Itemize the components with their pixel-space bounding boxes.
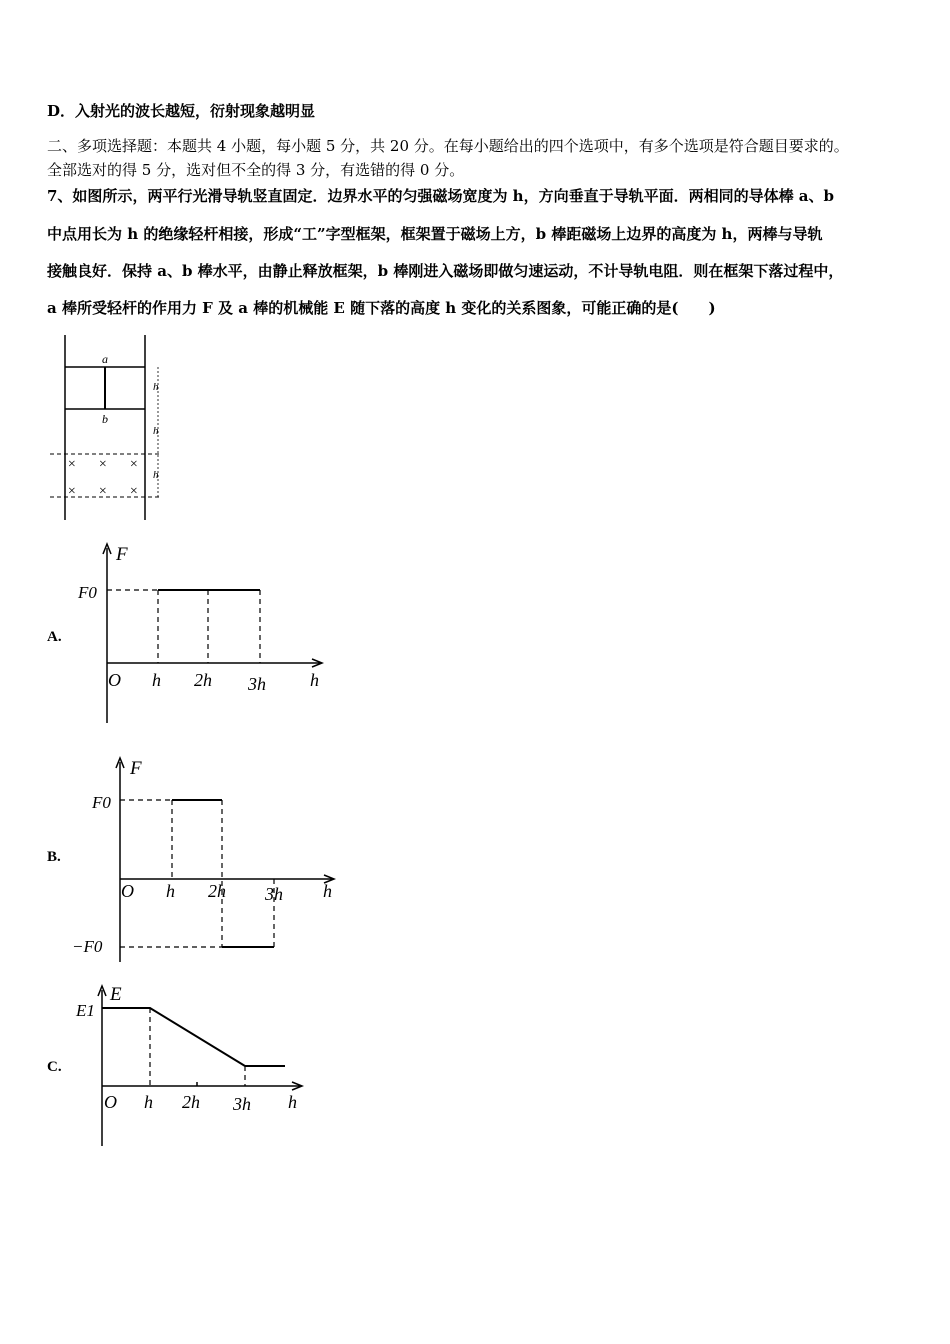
option-b-label: B.: [47, 849, 61, 865]
option-b-graph: [70, 752, 350, 967]
origin-label: O: [104, 1092, 117, 1112]
option-a-graph: [70, 538, 340, 728]
tick-3h: 3h: [233, 1094, 251, 1114]
x-axis-label: h: [323, 881, 332, 901]
y-axis-label: F: [130, 758, 142, 779]
tick-3h: 3h: [265, 884, 283, 904]
question-7-line-3: 接触良好．保持 a、b 棒水平，由静止释放框架，b 棒刚进入磁场即做匀速运动，不计导轨电阻．则在框架下落过程中，: [47, 262, 844, 280]
field-cross: ×: [67, 457, 77, 472]
field-cross: ×: [98, 457, 108, 472]
level-label: F0: [78, 583, 97, 602]
tick-h: h: [144, 1092, 153, 1112]
label-h: h: [153, 425, 159, 437]
question-7-line-1: 7、如图所示，两平行光滑导轨竖直固定．边界水平的匀强磁场宽度为 h，方向垂直于导轨平面．两相同的导体棒 a、b: [47, 187, 834, 205]
field-cross: ×: [98, 484, 108, 499]
y-axis-label: E: [110, 984, 122, 1005]
field-cross: ×: [67, 484, 77, 499]
question-7-line-4: a 棒所受轻杆的作用力 F 及 a 棒的机械能 E 随下落的高度 h 变化的关系图象，可能正确的是( ): [47, 299, 716, 317]
option-a-label: A.: [47, 629, 62, 645]
origin-label: O: [108, 670, 121, 690]
option-c-graph: [70, 978, 320, 1148]
label-a: a: [102, 352, 108, 366]
x-axis-label: h: [288, 1092, 297, 1112]
tick-2h: 2h: [182, 1092, 200, 1112]
y-axis-label: F: [116, 544, 128, 565]
section-heading: 二、多项选择题：本题共 4 小题，每小题 5 分，共 20 分。在每小题给出的四个选项中，有多个选项是符合题目要求的。: [47, 137, 849, 155]
tick-h: h: [152, 670, 161, 690]
section-scoring: 全部选对的得 5 分，选对但不全的得 3 分，有选错的得 0 分。: [47, 161, 465, 179]
tick-h: h: [166, 881, 175, 901]
tick-3h: 3h: [248, 674, 266, 694]
label-b: b: [102, 412, 108, 426]
level-label: E1: [76, 1001, 95, 1020]
field-cross: ×: [129, 457, 139, 472]
x-axis-label: h: [310, 670, 319, 690]
label-h: h: [153, 469, 159, 481]
level-neg-label: −F0: [72, 937, 103, 956]
label-h: h: [153, 381, 159, 393]
energy-curve: [102, 1008, 285, 1066]
question-7-line-2: 中点用长为 h 的绝缘轻杆相接，形成“工”字型框架，框架置于磁场上方，b 棒距磁场上边界的高度为 h，两棒与导轨: [47, 225, 823, 243]
option-c-label: C.: [47, 1059, 62, 1075]
option-d-text: D．入射光的波长越短，衍射现象越明显: [47, 102, 316, 120]
field-cross: ×: [129, 484, 139, 499]
level-pos-label: F0: [92, 793, 111, 812]
tick-2h: 2h: [208, 881, 226, 901]
tick-2h: 2h: [194, 670, 212, 690]
origin-label: O: [121, 881, 134, 901]
rail-frame-figure: [40, 330, 180, 525]
